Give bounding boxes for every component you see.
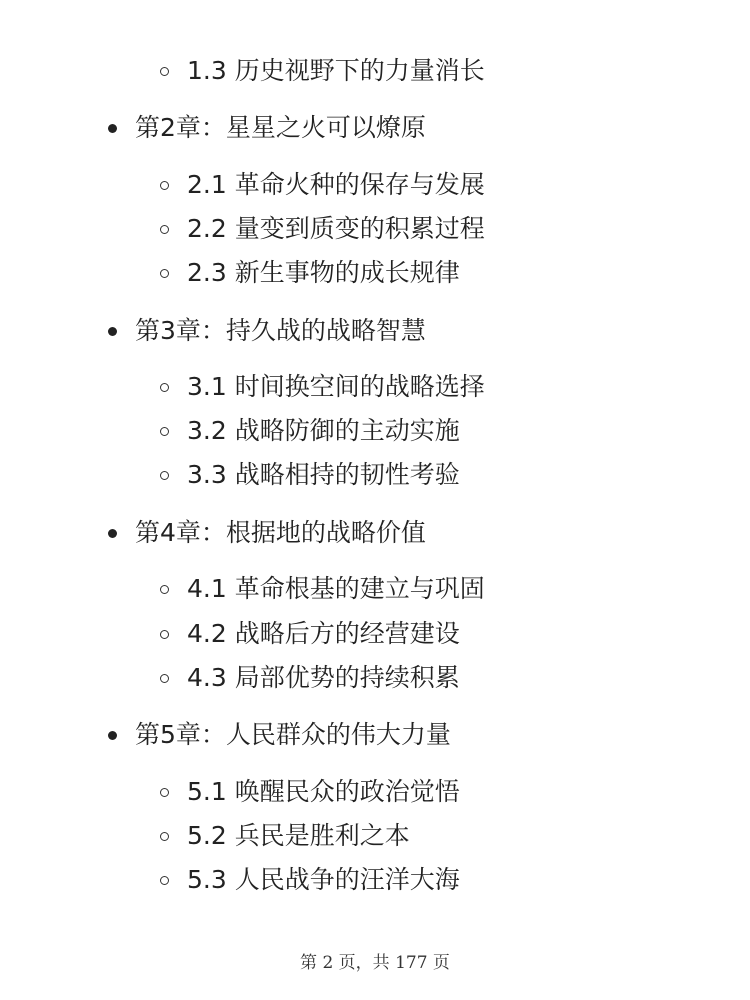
- toc-section: [160, 860, 460, 900]
- filled-bullet-icon: [108, 731, 117, 740]
- hollow-bullet-icon: [160, 674, 169, 683]
- toc-section-label: 3.2 战略防御的主动实施: [187, 416, 460, 445]
- toc-section: [160, 367, 485, 407]
- toc-section: [160, 51, 485, 91]
- toc-chapter-label: 第5章：人民群众的伟大力量: [135, 720, 451, 749]
- hollow-bullet-icon: [160, 585, 169, 594]
- toc-section-label: 5.2 兵民是胜利之本: [187, 821, 410, 850]
- hollow-bullet-icon: [160, 383, 169, 392]
- hollow-bullet-icon: [160, 832, 169, 841]
- toc-section: [160, 209, 485, 249]
- toc-section: [160, 658, 460, 698]
- toc-section-label: 4.1 革命根基的建立与巩固: [187, 574, 485, 603]
- toc-chapter-label: 第4章：根据地的战略价值: [135, 518, 426, 547]
- toc-section: [160, 165, 485, 205]
- filled-bullet-icon: [108, 124, 117, 133]
- filled-bullet-icon: [108, 327, 117, 336]
- toc-section: [160, 411, 460, 451]
- toc-section-label: 2.1 革命火种的保存与发展: [187, 170, 485, 199]
- toc-chapter-label: 第3章：持久战的战略智慧: [135, 316, 426, 345]
- toc-section: [160, 614, 460, 654]
- toc-chapter: [108, 513, 426, 553]
- toc-section-label: 4.2 战略后方的经营建设: [187, 619, 460, 648]
- toc-chapter: [108, 311, 426, 351]
- hollow-bullet-icon: [160, 630, 169, 639]
- hollow-bullet-icon: [160, 67, 169, 76]
- filled-bullet-icon: [108, 529, 117, 538]
- toc-chapter: [108, 715, 451, 755]
- hollow-bullet-icon: [160, 876, 169, 885]
- toc-section-label: 3.1 时间换空间的战略选择: [187, 372, 485, 401]
- toc-section-label: 5.3 人民战争的汪洋大海: [187, 865, 460, 894]
- hollow-bullet-icon: [160, 269, 169, 278]
- toc-section: [160, 455, 460, 495]
- hollow-bullet-icon: [160, 471, 169, 480]
- toc-section-label: 4.3 局部优势的持续积累: [187, 663, 460, 692]
- page-number-footer: 第 2 页，共 177 页: [300, 953, 450, 973]
- toc-chapter: [108, 108, 426, 148]
- toc-section-label: 2.2 量变到质变的积累过程: [187, 214, 485, 243]
- toc-section: [160, 253, 460, 293]
- toc-section: [160, 772, 460, 812]
- toc-section-label: 1.3 历史视野下的力量消长: [187, 56, 485, 85]
- toc-section: [160, 569, 485, 609]
- hollow-bullet-icon: [160, 427, 169, 436]
- hollow-bullet-icon: [160, 788, 169, 797]
- toc-section-label: 2.3 新生事物的成长规律: [187, 258, 460, 287]
- toc-chapter-label: 第2章：星星之火可以燎原: [135, 113, 426, 142]
- toc-section-label: 3.3 战略相持的韧性考验: [187, 460, 460, 489]
- hollow-bullet-icon: [160, 181, 169, 190]
- toc-section: [160, 816, 410, 856]
- hollow-bullet-icon: [160, 225, 169, 234]
- toc-section-label: 5.1 唤醒民众的政治觉悟: [187, 777, 460, 806]
